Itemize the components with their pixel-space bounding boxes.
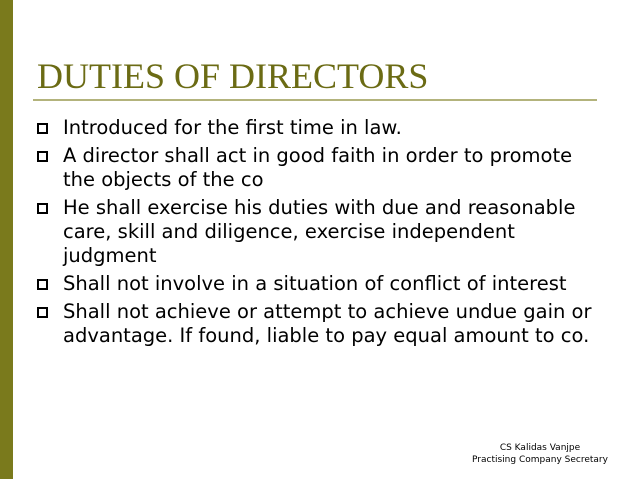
bullet-text: Introduced for the first time in law.: [63, 116, 402, 139]
bullet-list: [35, 116, 595, 352]
bullet-item: [35, 116, 595, 140]
presenter-footer: [440, 442, 638, 466]
bullet-item: [35, 196, 595, 268]
bullet-text: Shall not involve in a situation of conflict of interest: [63, 272, 567, 295]
presenter-name: CS Kalidas Vanjpe: [499, 443, 581, 453]
hollow-square-bullet-icon: [37, 307, 48, 318]
hollow-square-bullet-icon: [37, 279, 48, 290]
slide-title: DUTIES OF DIRECTORS: [37, 56, 429, 96]
bullet-text: Shall not achieve or attempt to achieve undue gain or advantage. If found, liable to pay equal amount to co.: [63, 300, 592, 347]
hollow-square-bullet-icon: [37, 123, 48, 134]
bullet-item: [35, 300, 595, 348]
title-underline-rule: [33, 99, 597, 101]
bullet-item: [35, 272, 595, 296]
bullet-text: A director shall act in good faith in order to promote the objects of the co: [63, 144, 573, 191]
bullet-item: [35, 144, 595, 192]
hollow-square-bullet-icon: [37, 203, 48, 214]
hollow-square-bullet-icon: [37, 151, 48, 162]
bullet-text: He shall exercise his duties with due and reasonable care, skill and diligence, exercise independent judgment: [63, 196, 576, 267]
slide-side-accent-bar: [0, 0, 13, 479]
presenter-role: Practising Company Secretary: [472, 455, 608, 465]
